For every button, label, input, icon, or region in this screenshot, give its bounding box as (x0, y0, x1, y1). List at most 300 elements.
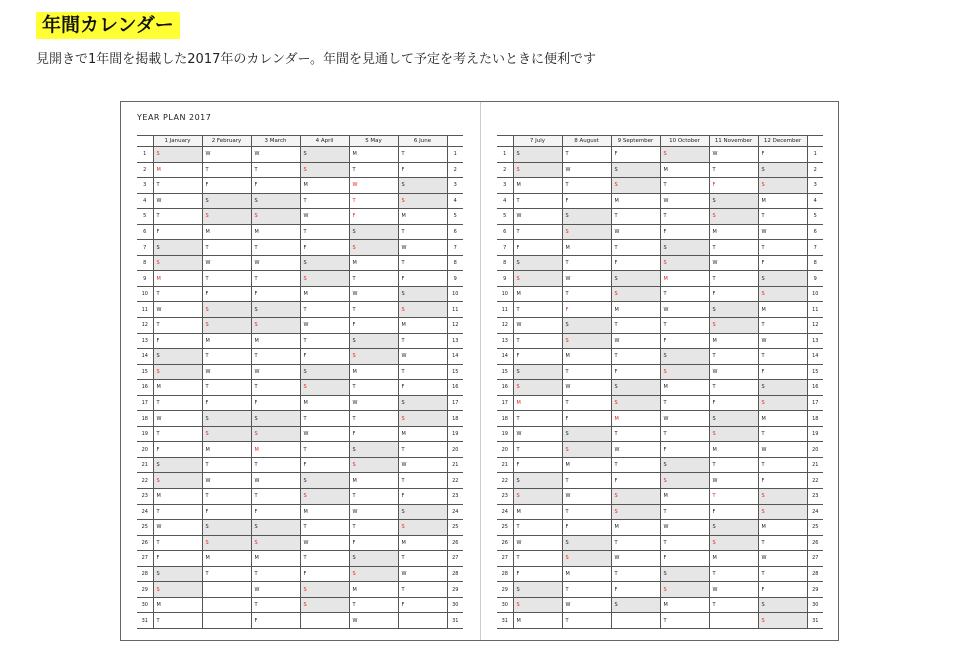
day-cell[interactable] (153, 271, 202, 287)
day-cell[interactable] (300, 504, 349, 520)
day-cell[interactable] (300, 613, 349, 629)
day-cell[interactable] (758, 489, 807, 505)
day-cell[interactable] (202, 286, 251, 302)
day-cell[interactable] (611, 349, 660, 365)
day-cell[interactable] (398, 271, 447, 287)
day-cell[interactable] (251, 333, 300, 349)
day-cell[interactable] (660, 535, 709, 551)
day-cell[interactable] (349, 489, 398, 505)
day-cell[interactable] (349, 224, 398, 240)
day-cell[interactable] (513, 457, 562, 473)
day-cell[interactable] (562, 582, 611, 598)
day-cell[interactable] (611, 535, 660, 551)
day-cell[interactable] (513, 613, 562, 629)
day-cell[interactable] (300, 597, 349, 613)
day-cell[interactable] (611, 302, 660, 318)
day-cell[interactable] (300, 457, 349, 473)
day-cell[interactable] (251, 178, 300, 194)
day-cell[interactable] (709, 582, 758, 598)
day-cell[interactable] (562, 473, 611, 489)
day-cell[interactable] (758, 271, 807, 287)
day-cell[interactable] (300, 286, 349, 302)
day-cell[interactable] (513, 380, 562, 396)
day-cell[interactable] (153, 426, 202, 442)
day-cell[interactable] (300, 349, 349, 365)
day-cell[interactable] (251, 147, 300, 163)
day-cell[interactable] (513, 255, 562, 271)
day-cell[interactable] (660, 597, 709, 613)
day-cell[interactable] (758, 426, 807, 442)
day-cell[interactable] (153, 473, 202, 489)
day-cell[interactable] (349, 147, 398, 163)
day-cell[interactable] (349, 395, 398, 411)
day-cell[interactable] (398, 613, 447, 629)
day-cell[interactable] (513, 597, 562, 613)
day-cell[interactable] (758, 380, 807, 396)
day-cell[interactable] (709, 318, 758, 334)
day-cell[interactable] (349, 473, 398, 489)
day-cell[interactable] (398, 224, 447, 240)
day-cell[interactable] (300, 551, 349, 567)
day-cell[interactable] (202, 566, 251, 582)
day-cell[interactable] (202, 551, 251, 567)
day-cell[interactable] (251, 411, 300, 427)
day-cell[interactable] (153, 333, 202, 349)
day-cell[interactable] (758, 302, 807, 318)
day-cell[interactable] (349, 411, 398, 427)
day-cell[interactable] (709, 520, 758, 536)
day-cell[interactable] (202, 349, 251, 365)
day-cell[interactable] (202, 504, 251, 520)
day-cell[interactable] (349, 286, 398, 302)
day-cell[interactable] (349, 566, 398, 582)
day-cell[interactable] (202, 333, 251, 349)
day-cell[interactable] (709, 209, 758, 225)
day-cell[interactable] (660, 551, 709, 567)
day-cell[interactable] (153, 193, 202, 209)
day-cell[interactable] (611, 520, 660, 536)
day-cell[interactable] (660, 411, 709, 427)
day-cell[interactable] (300, 178, 349, 194)
day-cell[interactable] (513, 551, 562, 567)
day-cell[interactable] (562, 224, 611, 240)
day-cell[interactable] (709, 613, 758, 629)
day-cell[interactable] (709, 597, 758, 613)
day-cell[interactable] (153, 582, 202, 598)
day-cell[interactable] (758, 255, 807, 271)
day-cell[interactable] (660, 224, 709, 240)
day-cell[interactable] (513, 489, 562, 505)
day-cell[interactable] (660, 147, 709, 163)
day-cell[interactable] (758, 613, 807, 629)
day-cell[interactable] (611, 504, 660, 520)
day-cell[interactable] (251, 442, 300, 458)
day-cell[interactable] (611, 597, 660, 613)
day-cell[interactable] (513, 442, 562, 458)
day-cell[interactable] (398, 147, 447, 163)
day-cell[interactable] (398, 520, 447, 536)
day-cell[interactable] (513, 333, 562, 349)
day-cell[interactable] (202, 240, 251, 256)
day-cell[interactable] (562, 566, 611, 582)
day-cell[interactable] (349, 178, 398, 194)
day-cell[interactable] (251, 566, 300, 582)
day-cell[interactable] (660, 349, 709, 365)
day-cell[interactable] (709, 380, 758, 396)
day-cell[interactable] (611, 395, 660, 411)
day-cell[interactable] (660, 286, 709, 302)
day-cell[interactable] (660, 613, 709, 629)
day-cell[interactable] (398, 551, 447, 567)
day-cell[interactable] (153, 597, 202, 613)
day-cell[interactable] (758, 535, 807, 551)
day-cell[interactable] (709, 473, 758, 489)
day-cell[interactable] (660, 271, 709, 287)
day-cell[interactable] (709, 333, 758, 349)
day-cell[interactable] (349, 457, 398, 473)
day-cell[interactable] (611, 613, 660, 629)
day-cell[interactable] (398, 597, 447, 613)
day-cell[interactable] (660, 193, 709, 209)
day-cell[interactable] (300, 255, 349, 271)
day-cell[interactable] (513, 240, 562, 256)
day-cell[interactable] (300, 271, 349, 287)
day-cell[interactable] (758, 582, 807, 598)
day-cell[interactable] (202, 364, 251, 380)
day-cell[interactable] (513, 411, 562, 427)
day-cell[interactable] (300, 395, 349, 411)
day-cell[interactable] (349, 520, 398, 536)
day-cell[interactable] (251, 426, 300, 442)
day-cell[interactable] (398, 302, 447, 318)
day-cell[interactable] (153, 209, 202, 225)
day-cell[interactable] (562, 457, 611, 473)
day-cell[interactable] (660, 302, 709, 318)
day-cell[interactable] (251, 597, 300, 613)
day-cell[interactable] (153, 255, 202, 271)
day-cell[interactable] (513, 520, 562, 536)
day-cell[interactable] (660, 209, 709, 225)
day-cell[interactable] (758, 209, 807, 225)
day-cell[interactable] (300, 520, 349, 536)
day-cell[interactable] (251, 255, 300, 271)
day-cell[interactable] (251, 224, 300, 240)
day-cell[interactable] (513, 566, 562, 582)
day-cell[interactable] (758, 286, 807, 302)
day-cell[interactable] (611, 209, 660, 225)
day-cell[interactable] (398, 489, 447, 505)
day-cell[interactable] (202, 224, 251, 240)
day-cell[interactable] (709, 147, 758, 163)
day-cell[interactable] (349, 302, 398, 318)
day-cell[interactable] (202, 597, 251, 613)
day-cell[interactable] (660, 457, 709, 473)
day-cell[interactable] (758, 597, 807, 613)
day-cell[interactable] (660, 566, 709, 582)
day-cell[interactable] (300, 380, 349, 396)
day-cell[interactable] (758, 411, 807, 427)
day-cell[interactable] (611, 255, 660, 271)
day-cell[interactable] (660, 473, 709, 489)
day-cell[interactable] (709, 364, 758, 380)
day-cell[interactable] (202, 426, 251, 442)
day-cell[interactable] (153, 224, 202, 240)
day-cell[interactable] (251, 193, 300, 209)
day-cell[interactable] (562, 395, 611, 411)
day-cell[interactable] (758, 442, 807, 458)
day-cell[interactable] (709, 442, 758, 458)
day-cell[interactable] (709, 193, 758, 209)
day-cell[interactable] (709, 255, 758, 271)
day-cell[interactable] (660, 255, 709, 271)
day-cell[interactable] (758, 193, 807, 209)
day-cell[interactable] (349, 364, 398, 380)
day-cell[interactable] (398, 193, 447, 209)
day-cell[interactable] (513, 535, 562, 551)
day-cell[interactable] (398, 209, 447, 225)
day-cell[interactable] (398, 162, 447, 178)
day-cell[interactable] (758, 178, 807, 194)
day-cell[interactable] (251, 395, 300, 411)
day-cell[interactable] (562, 271, 611, 287)
day-cell[interactable] (660, 162, 709, 178)
day-cell[interactable] (300, 535, 349, 551)
day-cell[interactable] (562, 318, 611, 334)
day-cell[interactable] (562, 411, 611, 427)
day-cell[interactable] (660, 395, 709, 411)
day-cell[interactable] (153, 286, 202, 302)
day-cell[interactable] (349, 551, 398, 567)
day-cell[interactable] (251, 582, 300, 598)
day-cell[interactable] (398, 426, 447, 442)
day-cell[interactable] (202, 535, 251, 551)
day-cell[interactable] (349, 582, 398, 598)
day-cell[interactable] (611, 364, 660, 380)
day-cell[interactable] (153, 535, 202, 551)
day-cell[interactable] (758, 551, 807, 567)
day-cell[interactable] (398, 364, 447, 380)
day-cell[interactable] (349, 504, 398, 520)
day-cell[interactable] (660, 426, 709, 442)
day-cell[interactable] (709, 457, 758, 473)
day-cell[interactable] (251, 349, 300, 365)
day-cell[interactable] (562, 193, 611, 209)
day-cell[interactable] (611, 271, 660, 287)
day-cell[interactable] (611, 566, 660, 582)
day-cell[interactable] (349, 442, 398, 458)
day-cell[interactable] (153, 457, 202, 473)
day-cell[interactable] (202, 302, 251, 318)
day-cell[interactable] (349, 209, 398, 225)
day-cell[interactable] (349, 318, 398, 334)
day-cell[interactable] (660, 178, 709, 194)
day-cell[interactable] (153, 318, 202, 334)
day-cell[interactable] (709, 302, 758, 318)
day-cell[interactable] (300, 489, 349, 505)
day-cell[interactable] (251, 240, 300, 256)
day-cell[interactable] (398, 566, 447, 582)
day-cell[interactable] (398, 333, 447, 349)
day-cell[interactable] (611, 224, 660, 240)
day-cell[interactable] (153, 380, 202, 396)
day-cell[interactable] (562, 255, 611, 271)
day-cell[interactable] (562, 380, 611, 396)
day-cell[interactable] (202, 442, 251, 458)
day-cell[interactable] (709, 349, 758, 365)
day-cell[interactable] (202, 147, 251, 163)
day-cell[interactable] (611, 162, 660, 178)
day-cell[interactable] (611, 193, 660, 209)
day-cell[interactable] (709, 426, 758, 442)
day-cell[interactable] (562, 597, 611, 613)
day-cell[interactable] (153, 520, 202, 536)
day-cell[interactable] (349, 380, 398, 396)
day-cell[interactable] (660, 520, 709, 536)
day-cell[interactable] (758, 349, 807, 365)
day-cell[interactable] (251, 504, 300, 520)
day-cell[interactable] (153, 613, 202, 629)
day-cell[interactable] (202, 457, 251, 473)
day-cell[interactable] (398, 504, 447, 520)
day-cell[interactable] (398, 582, 447, 598)
day-cell[interactable] (709, 162, 758, 178)
day-cell[interactable] (202, 613, 251, 629)
day-cell[interactable] (709, 224, 758, 240)
day-cell[interactable] (349, 162, 398, 178)
day-cell[interactable] (153, 240, 202, 256)
day-cell[interactable] (513, 193, 562, 209)
day-cell[interactable] (300, 333, 349, 349)
day-cell[interactable] (202, 473, 251, 489)
day-cell[interactable] (349, 613, 398, 629)
day-cell[interactable] (513, 209, 562, 225)
day-cell[interactable] (660, 364, 709, 380)
day-cell[interactable] (562, 442, 611, 458)
day-cell[interactable] (153, 302, 202, 318)
day-cell[interactable] (513, 286, 562, 302)
day-cell[interactable] (709, 489, 758, 505)
day-cell[interactable] (251, 318, 300, 334)
day-cell[interactable] (562, 162, 611, 178)
day-cell[interactable] (300, 442, 349, 458)
day-cell[interactable] (251, 162, 300, 178)
day-cell[interactable] (153, 178, 202, 194)
day-cell[interactable] (513, 582, 562, 598)
day-cell[interactable] (562, 349, 611, 365)
day-cell[interactable] (300, 318, 349, 334)
day-cell[interactable] (300, 364, 349, 380)
day-cell[interactable] (562, 613, 611, 629)
day-cell[interactable] (758, 364, 807, 380)
day-cell[interactable] (398, 240, 447, 256)
day-cell[interactable] (611, 426, 660, 442)
day-cell[interactable] (513, 271, 562, 287)
day-cell[interactable] (562, 240, 611, 256)
day-cell[interactable] (251, 489, 300, 505)
day-cell[interactable] (251, 473, 300, 489)
day-cell[interactable] (709, 271, 758, 287)
day-cell[interactable] (398, 380, 447, 396)
day-cell[interactable] (349, 271, 398, 287)
day-cell[interactable] (709, 395, 758, 411)
day-cell[interactable] (562, 426, 611, 442)
day-cell[interactable] (611, 240, 660, 256)
day-cell[interactable] (709, 504, 758, 520)
day-cell[interactable] (300, 162, 349, 178)
day-cell[interactable] (153, 551, 202, 567)
day-cell[interactable] (709, 551, 758, 567)
day-cell[interactable] (660, 318, 709, 334)
day-cell[interactable] (513, 364, 562, 380)
day-cell[interactable] (398, 395, 447, 411)
day-cell[interactable] (153, 504, 202, 520)
day-cell[interactable] (202, 193, 251, 209)
day-cell[interactable] (562, 364, 611, 380)
day-cell[interactable] (251, 520, 300, 536)
day-cell[interactable] (349, 240, 398, 256)
day-cell[interactable] (513, 473, 562, 489)
day-cell[interactable] (300, 240, 349, 256)
day-cell[interactable] (202, 489, 251, 505)
day-cell[interactable] (660, 504, 709, 520)
day-cell[interactable] (153, 147, 202, 163)
day-cell[interactable] (709, 411, 758, 427)
day-cell[interactable] (202, 395, 251, 411)
day-cell[interactable] (300, 411, 349, 427)
day-cell[interactable] (300, 582, 349, 598)
day-cell[interactable] (153, 349, 202, 365)
day-cell[interactable] (660, 333, 709, 349)
day-cell[interactable] (153, 489, 202, 505)
day-cell[interactable] (251, 380, 300, 396)
day-cell[interactable] (660, 582, 709, 598)
day-cell[interactable] (300, 302, 349, 318)
day-cell[interactable] (513, 162, 562, 178)
day-cell[interactable] (202, 178, 251, 194)
day-cell[interactable] (202, 162, 251, 178)
day-cell[interactable] (562, 520, 611, 536)
day-cell[interactable] (349, 333, 398, 349)
day-cell[interactable] (513, 318, 562, 334)
day-cell[interactable] (398, 442, 447, 458)
day-cell[interactable] (513, 349, 562, 365)
day-cell[interactable] (758, 224, 807, 240)
day-cell[interactable] (153, 442, 202, 458)
day-cell[interactable] (611, 442, 660, 458)
day-cell[interactable] (611, 147, 660, 163)
day-cell[interactable] (709, 286, 758, 302)
day-cell[interactable] (251, 551, 300, 567)
day-cell[interactable] (300, 473, 349, 489)
day-cell[interactable] (202, 380, 251, 396)
day-cell[interactable] (562, 302, 611, 318)
day-cell[interactable] (758, 504, 807, 520)
day-cell[interactable] (398, 349, 447, 365)
day-cell[interactable] (202, 271, 251, 287)
day-cell[interactable] (758, 333, 807, 349)
day-cell[interactable] (660, 380, 709, 396)
day-cell[interactable] (251, 302, 300, 318)
day-cell[interactable] (349, 426, 398, 442)
day-cell[interactable] (251, 209, 300, 225)
day-cell[interactable] (709, 566, 758, 582)
day-cell[interactable] (660, 240, 709, 256)
day-cell[interactable] (758, 473, 807, 489)
day-cell[interactable] (153, 364, 202, 380)
day-cell[interactable] (562, 333, 611, 349)
day-cell[interactable] (202, 209, 251, 225)
day-cell[interactable] (513, 504, 562, 520)
